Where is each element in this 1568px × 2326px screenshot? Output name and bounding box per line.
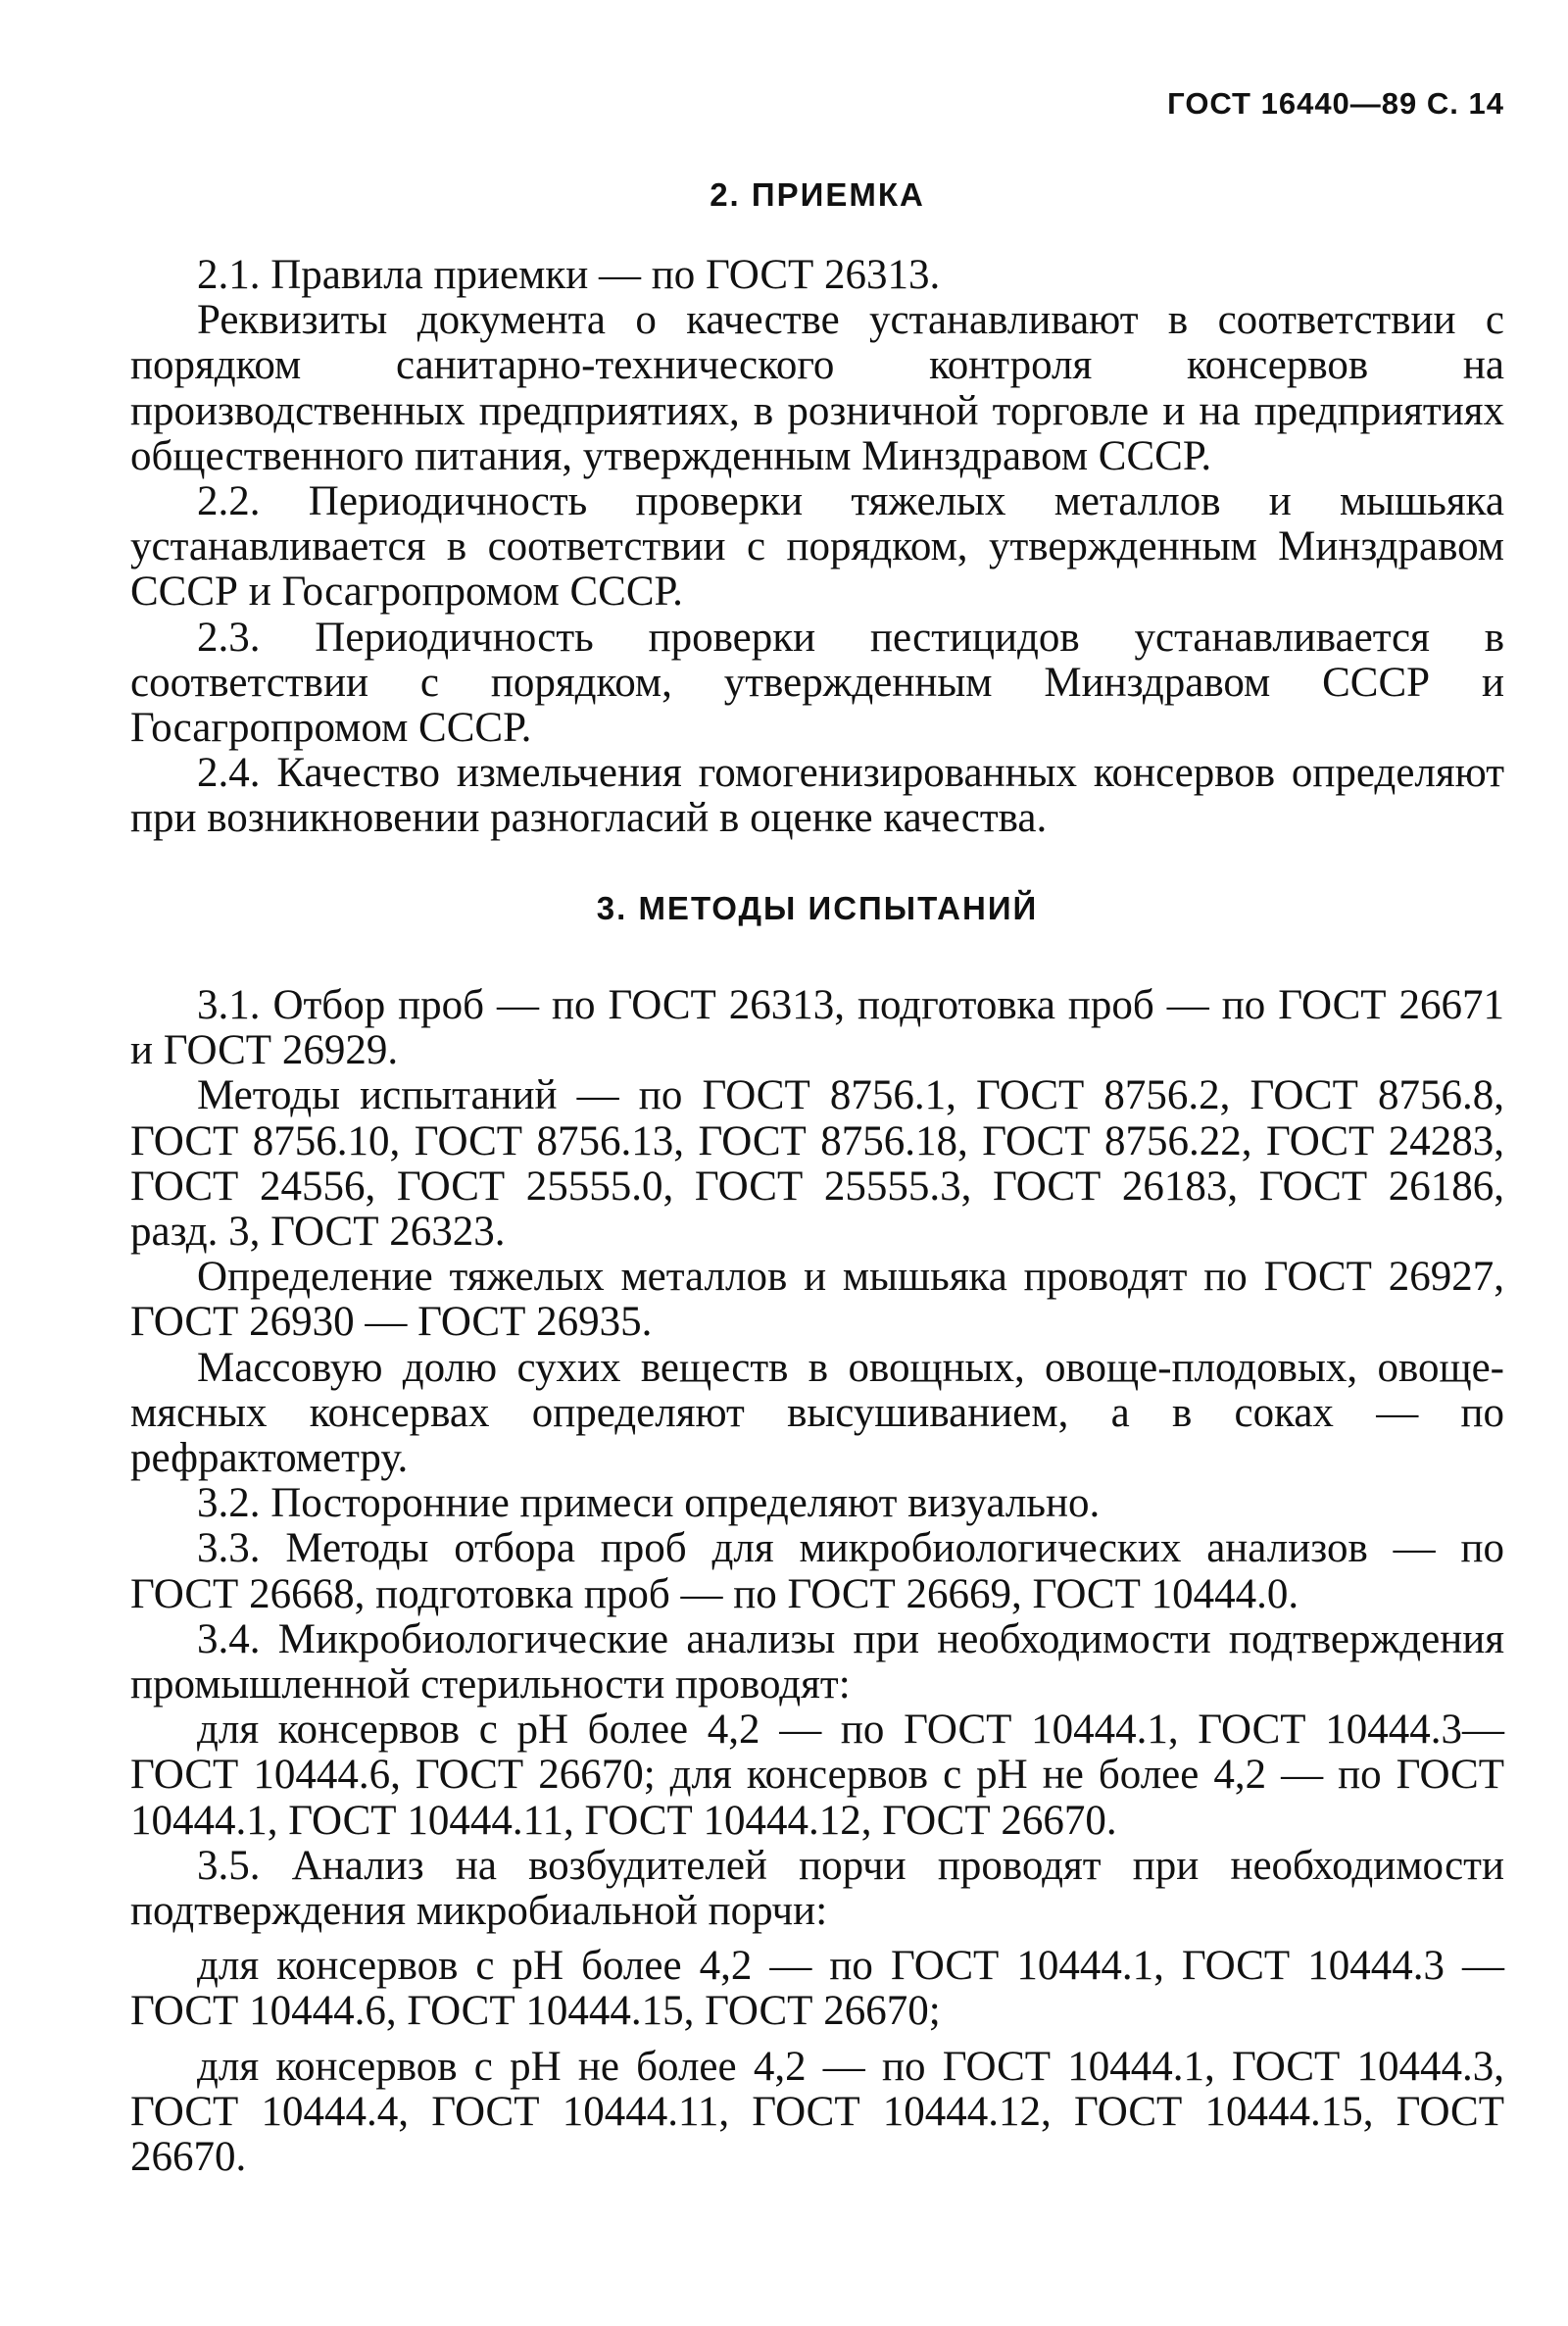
paragraph-3-1: 3.1. Отбор проб — по ГОСТ 26313, подготовка проб — по ГОСТ 26671 и ГОСТ 26929. bbox=[130, 982, 1504, 1074]
paragraph-3-4-list: для консервов с pH более 4,2 — по ГОСТ 10444.1, ГОСТ 10444.3—ГОСТ 10444.6, ГОСТ 26670; для консервов с pH не более 4,2 — по ГОСТ 10444.1, ГОСТ 10444.11, ГОСТ 10444.12, ГОСТ 26670. bbox=[130, 1707, 1504, 1844]
paragraph-3-1-dry-matter: Массовую долю сухих веществ в овощных, овоще-плодовых, овоще-мясных консервах определяют высушиванием, а в соках — по рефрактометру. bbox=[130, 1344, 1504, 1482]
paragraph-3-3: 3.3. Методы отбора проб для микробиологических анализов — по ГОСТ 26668, подготовка проб — по ГОСТ 26669, ГОСТ 10444.0. bbox=[130, 1525, 1504, 1617]
page-header: ГОСТ 16440—89 С. 14 bbox=[1167, 86, 1504, 121]
paragraph-3-5-low-ph: для консервов с pH не более 4,2 — по ГОСТ 10444.1, ГОСТ 10444.3, ГОСТ 10444.4, ГОСТ 10444.11, ГОСТ 10444.12, ГОСТ 10444.15, ГОСТ 26670. bbox=[130, 2043, 1504, 2181]
paragraph-2-1-details: Реквизиты документа о качестве устанавливают в соответствии с порядком санитарно-технического контроля консервов на производственных предприятиях, в розничной торговле и на предприятиях общественного питания, утвержденным Минздравом СССР. bbox=[130, 297, 1504, 479]
document-page bbox=[130, 0, 1504, 2326]
paragraph-3-1-methods: Методы испытаний — по ГОСТ 8756.1, ГОСТ 8756.2, ГОСТ 8756.8, ГОСТ 8756.10, ГОСТ 8756.13, ГОСТ 8756.18, ГОСТ 8756.22, ГОСТ 24283, ГОСТ 24556, ГОСТ 25555.0, ГОСТ 25555.3, ГОСТ 26183, ГОСТ 26186, разд. 3, ГОСТ 26323. bbox=[130, 1072, 1504, 1256]
paragraph-2-1: 2.1. Правила приемки — по ГОСТ 26313. bbox=[197, 252, 941, 298]
paragraph-3-5: 3.5. Анализ на возбудителей порчи проводят при необходимости подтверждения микробиальной порчи: bbox=[130, 1842, 1504, 1935]
paragraph-3-2: 3.2. Посторонние примеси определяют визуально. bbox=[197, 1480, 1101, 1527]
paragraph-2-2: 2.2. Периодичность проверки тяжелых металлов и мышьяка устанавливается в соответствии с порядком, утвержденным Минздравом СССР и Госагропромом СССР. bbox=[130, 478, 1504, 616]
paragraph-3-5-high-ph: для консервов с pH более 4,2 — по ГОСТ 10444.1, ГОСТ 10444.3 — ГОСТ 10444.6, ГОСТ 10444.15, ГОСТ 26670; bbox=[130, 1943, 1504, 2035]
paragraph-2-4: 2.4. Качество измельчения гомогенизированных консервов определяют при возникновении разногласий в оценке качества. bbox=[130, 750, 1504, 842]
section-2-title: 2. ПРИЕМКА bbox=[710, 176, 925, 213]
paragraph-2-3: 2.3. Периодичность проверки пестицидов устанавливается в соответствии с порядком, утвержденным Минздравом СССР и Госагропромом СССР. bbox=[130, 614, 1504, 752]
paragraph-3-4: 3.4. Микробиологические анализы при необходимости подтверждения промышленной стерильности проводят: bbox=[130, 1615, 1504, 1708]
section-2-body bbox=[130, 253, 1504, 842]
paragraph-3-1-metals: Определение тяжелых металлов и мышьяка проводят по ГОСТ 26927, ГОСТ 26930 — ГОСТ 26935. bbox=[130, 1254, 1504, 1346]
section-3-title: 3. МЕТОДЫ ИСПЫТАНИЙ bbox=[596, 890, 1039, 926]
section-3-body bbox=[130, 983, 1504, 2180]
